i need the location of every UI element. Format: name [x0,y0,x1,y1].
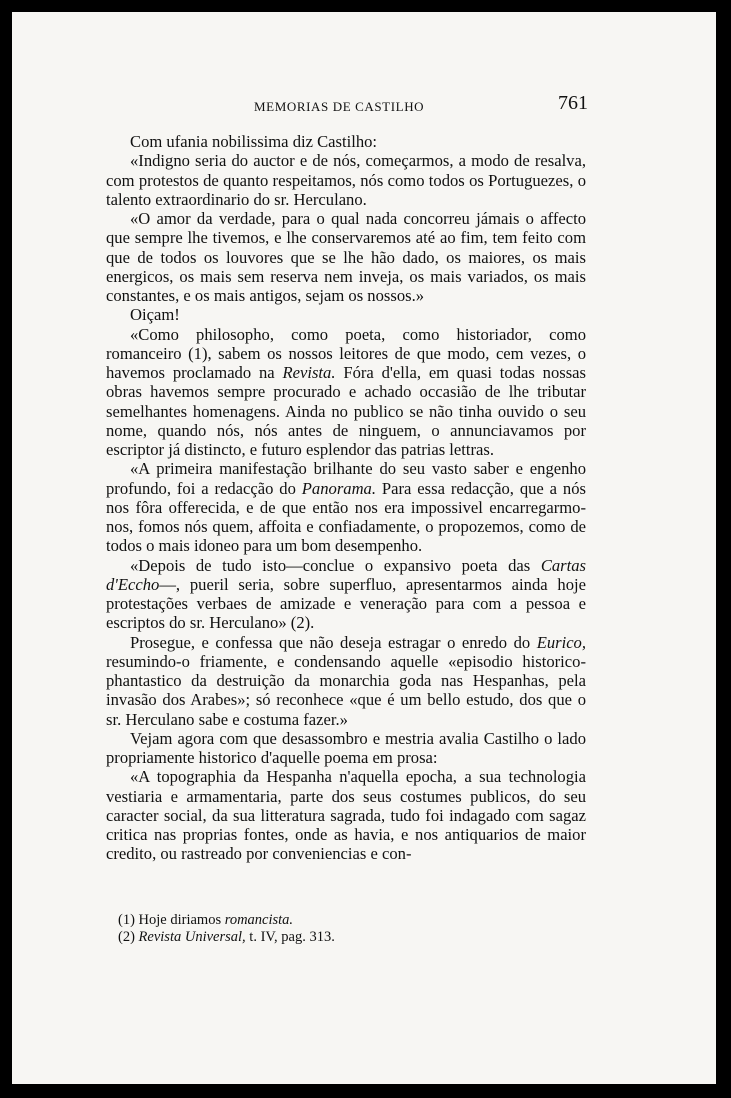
text-run: (1) Hoje diriamos [118,912,225,928]
page-number: 761 [558,92,588,114]
paragraph: «Indigno seria do auctor e de nós, começarmos, a modo de resalva, com protestos de quanto respeitamos, nós como todos os Portuguezes, o talento extraordinario do sr. Herculano. [106,151,586,209]
paragraph: Com ufania nobilissima diz Castilho: [130,132,378,151]
italic-title: Panorama. [301,478,377,498]
text-run: Para essa redacção, que a nós nos fôra offerecida, e de que então nos era impossivel encarregarmo-nos, fomos nós quem, affoita e confiadamente, o propozemos, como de todos o mais idoneo para um bom desempenho. [106,478,586,556]
italic-title: Revista. [282,363,336,382]
footnote [106,912,586,929]
text-run: Fóra d'ella, em quasi todas nossas obras havemos sempre procurado e achado occasião de lhe tributar semelhantes homenagens. Ainda no publico se não tinha ouvido o seu nome, quando nós, nós antes de ninguem, o annunciavamos por escriptor já distincto, e futuro esplendor das patrias lettras. [106,363,586,459]
paragraph [106,325,586,460]
paragraph: Vejam agora com que desassombro e mestria avalia Castilho o lado propriamente historico d'aquelle poema em prosa: [106,728,586,767]
paragraph [106,633,586,729]
text-run: —, pueril seria, sobre superfluo, apresentarmos ainda hoje protestações verbaes de amizade e veneração para com a pessoa e escriptos do sr. Herculano» (2). [106,574,586,633]
text-run: t. IV, pag. 313. [245,929,335,945]
paragraph: «A topographia da Hespanha n'aquella epocha, a sua technologia vestiaria e armamentaria, parte dos seus costumes publicos, do seu caracter social, da sua litteratura sagrada, tudo foi indagado com sagaz critica nas proprias fontes, onde as havia, e nos antiquarios de maior credito, ou rastreado por conveniencias e con- [106,767,586,864]
paragraph: «O amor da verdade, para o qual nada concorreu jámais o affecto que sempre lhe tivemos, e lhe conservaremos até ao fim, tem feito com que de todos os louvores que se lhe hão dado, os maiores, os mais energicos, os mais sem reserva nem inveja, os mais variados, os mais constantes, e os mais antigos, sejam os nossos.» [106,209,586,305]
paragraph [106,459,586,555]
text-run: (2) [118,929,139,945]
footnotes [106,912,586,946]
body-text [106,132,586,864]
text-run: resumindo-o friamente, e condensando aquelle «episodio historico-phantastico da destruição da monarchia goda nas Hespanhas, pela invasão dos Arabes»; só reconhece «que é um bello estudo, dos que o sr. Herculano sabe e costuma fazer.» [106,651,586,729]
running-title: MEMORIAS DE CASTILHO [254,99,425,114]
text-run: Prosegue, e confessa que não deseja estragar o enredo do [130,632,537,652]
paragraph: Oiçam! [130,305,180,325]
footnote [106,929,586,946]
book-page [12,12,716,1084]
text-run: «Como philosopho, como poeta, como historiador, como romanceiro (1), sabem os nossos leitores de que modo, cem vezes, o havemos proclamado na [106,324,586,382]
text-run: «Depois de tudo isto—conclue o expansivo poeta das [130,555,541,575]
italic-title: Eurico, [536,632,586,652]
running-header [108,92,588,116]
paragraph [106,556,586,633]
text-run: «A primeira manifestação brilhante do seu vasto saber e engenho profundo, foi a redacção do [106,459,586,498]
italic-title: Cartas d'Eccho [106,555,586,594]
italic-title: Revista Universal, [138,929,246,945]
italic-word: romancista. [224,912,294,928]
